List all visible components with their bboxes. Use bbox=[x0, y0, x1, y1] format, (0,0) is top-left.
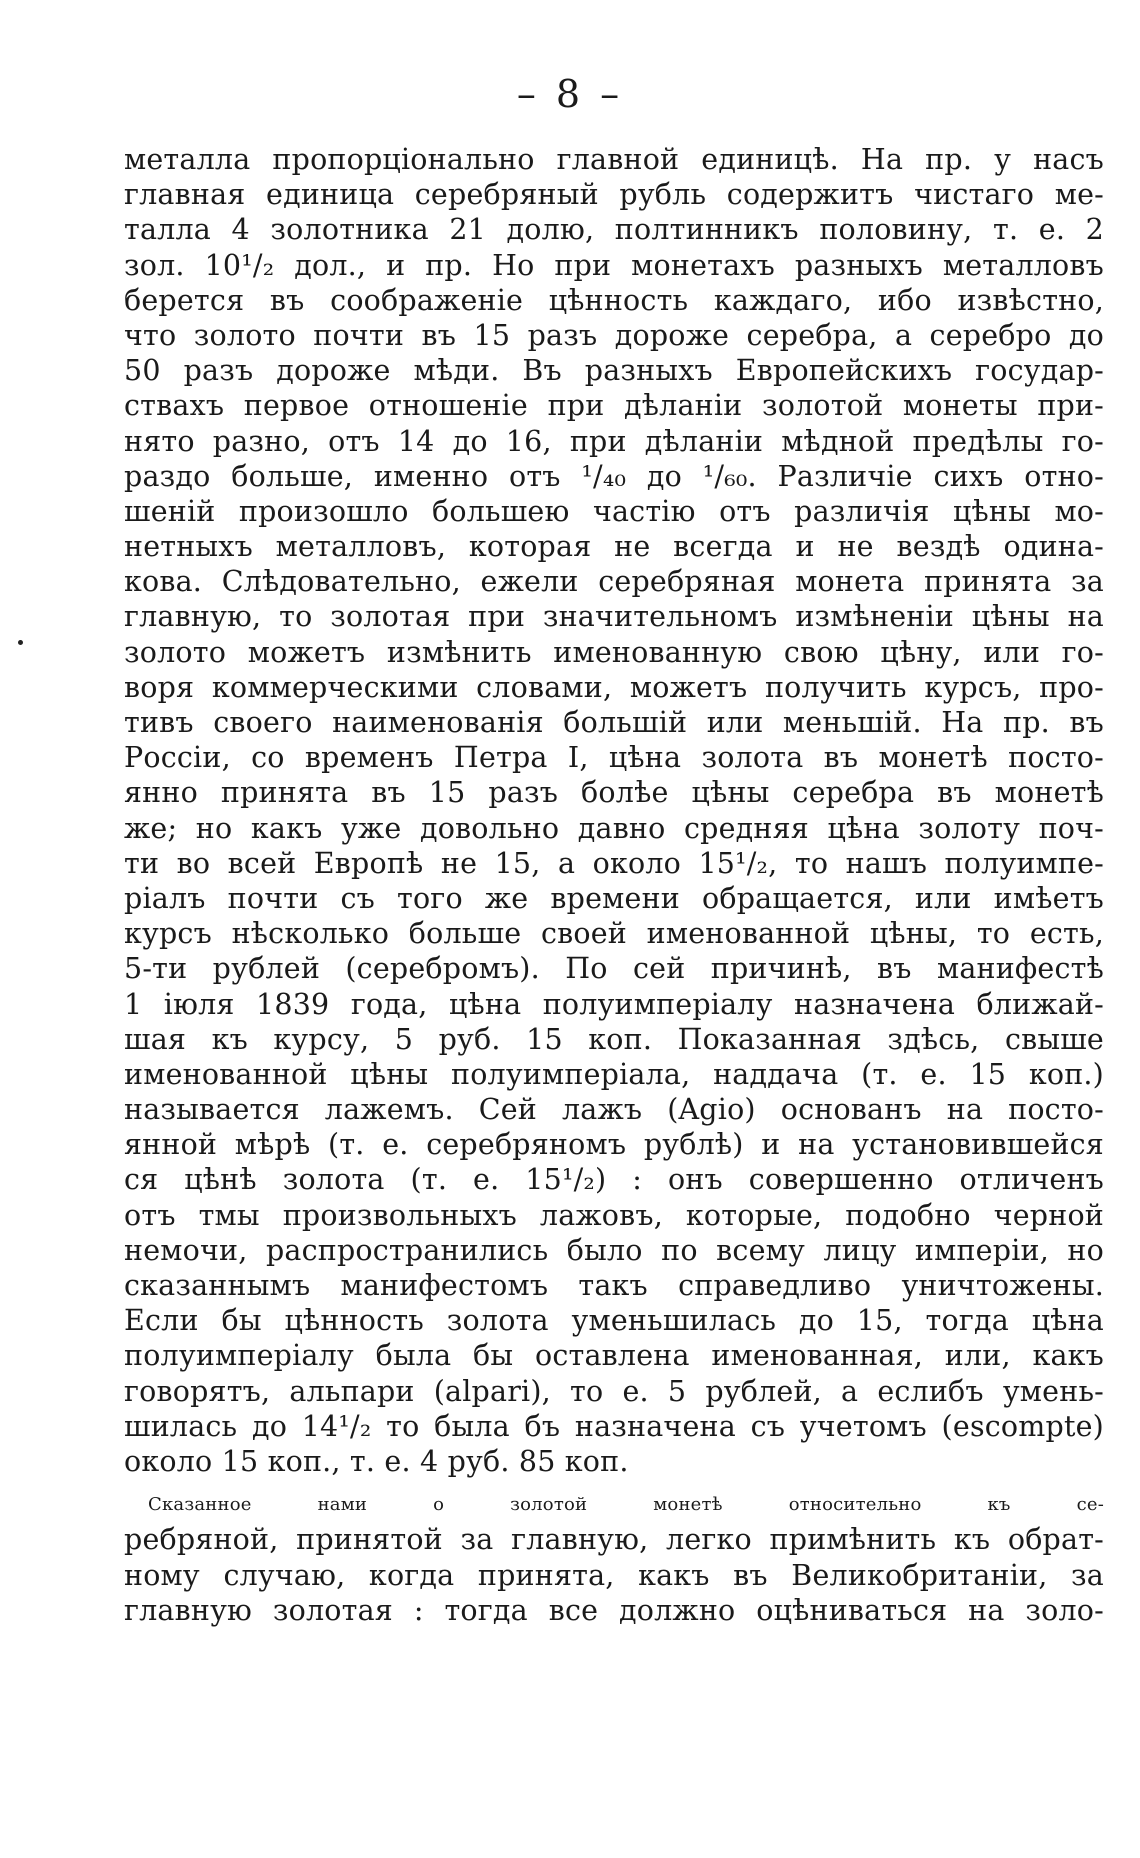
text-line: же; но какъ уже довольно давно средняя цѣна золоту поч- bbox=[124, 811, 1104, 845]
text-line: 1 іюля 1839 года, цѣна полуимперіалу назначена ближай- bbox=[124, 987, 1104, 1021]
text-line: отъ тмы произвольныхъ лажовъ, которые, подобно черной bbox=[124, 1198, 1104, 1232]
text-line: немочи, распространились было по всему лицу имперіи, но bbox=[124, 1233, 1104, 1267]
text-line: ся цѣнѣ золота (т. е. 15¹/₂) : онъ совершенно отличенъ bbox=[124, 1163, 1104, 1197]
text-line: ному случаю, когда принята, какъ въ Великобританіи, за bbox=[124, 1558, 1104, 1592]
text-line: полуимперіалу была бы оставлена именованная, или, какъ bbox=[124, 1339, 1104, 1373]
text-line: главную, то золотая при значительномъ измѣненіи цѣны на bbox=[124, 600, 1104, 634]
text-line: около 15 коп., т. е. 4 руб. 85 коп. bbox=[124, 1444, 629, 1478]
text-line: главную золотая : тогда все должно оцѣниваться на золо- bbox=[124, 1593, 1104, 1627]
body-text bbox=[124, 142, 1104, 1628]
paragraph-2 bbox=[124, 1487, 1104, 1628]
text-line: шилась до 14¹/₂ то была бъ назначена съ учетомъ (escompte) bbox=[124, 1409, 1104, 1443]
text-line: ти во всей Европѣ не 15, а около 15¹/₂, то нашъ полуимпе- bbox=[124, 846, 1104, 880]
text-line: сказаннымъ манифестомъ такъ справедливо уничтожены. bbox=[124, 1269, 1104, 1302]
text-line: нято разно, отъ 14 до 16, при дѣланіи мѣдной предѣлы го- bbox=[124, 424, 1104, 458]
text-line: 50 разъ дороже мѣди. Въ разныхъ Европейскихъ государ- bbox=[124, 354, 1104, 388]
text-line: курсъ нѣсколько больше своей именованной цѣны, то есть, bbox=[124, 917, 1104, 951]
text-line: зол. 10¹/₂ дол., и пр. Но при монетахъ разныхъ металловъ bbox=[124, 248, 1104, 282]
text-line: воря коммерческими словами, можетъ получить курсъ, про- bbox=[124, 670, 1104, 704]
text-line: раздо больше, именно отъ ¹/₄₀ до ¹/₆₀. Различіе сихъ отно- bbox=[124, 459, 1104, 493]
text-line: ріалъ почти съ того же времени обращается, или имѣетъ bbox=[124, 881, 1104, 915]
text-line: главная единица серебряный рубль содержитъ чистаго ме- bbox=[124, 178, 1104, 212]
paragraph-gap bbox=[124, 1479, 1104, 1487]
text-line: 5-ти рублей (серебромъ). По сей причинѣ, въ манифестѣ bbox=[124, 952, 1104, 986]
paragraph-1 bbox=[124, 142, 1104, 1479]
text-line: говорятъ, альпари (alpari), то е. 5 рублей, а еслибъ умень- bbox=[124, 1374, 1104, 1408]
margin-speck bbox=[18, 640, 23, 645]
text-line: шеній произошло большею частію отъ различія цѣны мо- bbox=[124, 494, 1104, 528]
text-line: называется лажемъ. Сей лажъ (Agio) основанъ на посто- bbox=[124, 1093, 1104, 1127]
text-line: металла пропорціонально главной единицѣ. На пр. у насъ bbox=[124, 143, 1104, 176]
text-line: ствахъ первое отношеніе при дѣланіи золотой монеты при- bbox=[124, 389, 1104, 423]
text-line: золото можетъ измѣнить именованную свою цѣну, или го- bbox=[124, 635, 1104, 669]
text-line: берется въ соображеніе цѣнность каждаго, ибо извѣстно, bbox=[124, 283, 1104, 317]
text-line: нетныхъ металловъ, которая не всегда и не вездѣ одина- bbox=[124, 530, 1104, 564]
text-line: янной мѣрѣ (т. е. серебряномъ рублѣ) и на установившейся bbox=[124, 1128, 1104, 1162]
text-line: Если бы цѣнность золота уменьшилась до 15, тогда цѣна bbox=[124, 1304, 1104, 1338]
text-line: тивъ своего наименованія большій или меньшій. На пр. въ bbox=[124, 706, 1104, 739]
text-line: Россіи, со временъ Петра I, цѣна золота въ монетѣ посто- bbox=[124, 741, 1104, 775]
text-line: что золото почти въ 15 разъ дороже серебра, а серебро до bbox=[124, 318, 1104, 352]
text-line: кова. Слѣдовательно, ежели серебряная монета принята за bbox=[124, 565, 1104, 599]
text-line: Сказанное нами о золотой монетѣ относительно къ се- bbox=[148, 1494, 1104, 1516]
text-line: янно принята въ 15 разъ болѣе цѣны серебра въ монетѣ bbox=[124, 776, 1104, 810]
text-line: шая къ курсу, 5 руб. 15 коп. Показанная здѣсь, свыше bbox=[124, 1022, 1104, 1056]
text-line: талла 4 золотника 21 долю, полтинникъ половину, т. е. 2 bbox=[124, 213, 1104, 247]
page-number: – 8 – bbox=[516, 72, 624, 116]
text-line: ребряной, принятой за главную, легко примѣнить къ обрат- bbox=[124, 1523, 1104, 1557]
text-line: именованной цѣны полуимперіала, наддача (т. е. 15 коп.) bbox=[124, 1057, 1104, 1091]
